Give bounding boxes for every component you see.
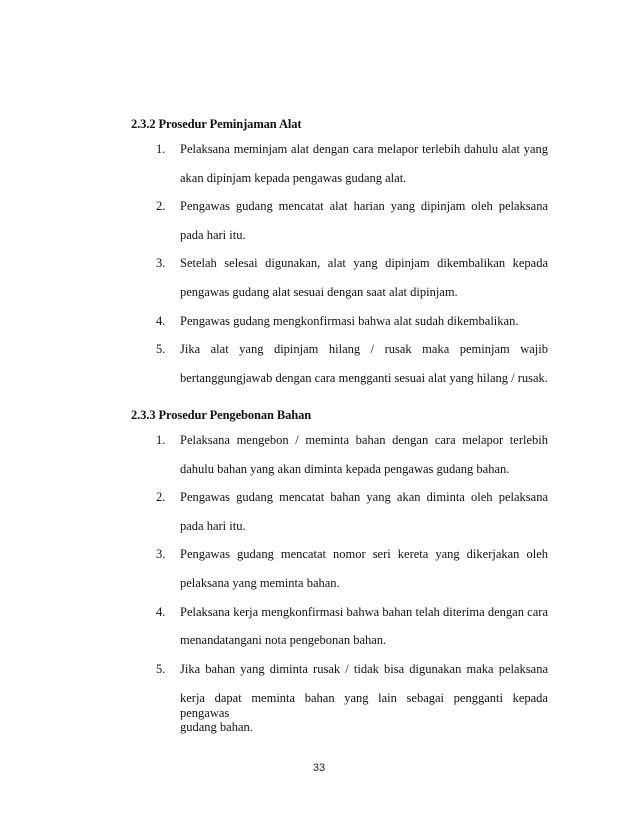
list-item-text: Pengawas gudang mencatat alat harian yang dipinjam oleh pelaksana <box>180 199 548 213</box>
list-item-number: 1. <box>156 142 166 156</box>
list-item-number: 3. <box>156 256 166 270</box>
list-item-number: 4. <box>156 314 166 328</box>
list-item-number: 5. <box>156 342 166 356</box>
list-item-text: Jika bahan yang diminta rusak / tidak bisa digunakan maka pelaksana <box>180 662 548 676</box>
list-item-text: pada hari itu. <box>180 519 246 533</box>
list-item-text: Pelaksana meminjam alat dengan cara melapor terlebih dahulu alat yang <box>180 142 548 156</box>
list-item-text: Setelah selesai digunakan, alat yang dipinjam dikembalikan kepada <box>180 256 548 270</box>
list-item-text: kerja dapat meminta bahan yang lain sebagai pengganti kepada pengawas <box>180 691 548 720</box>
list-item-text: gudang bahan. <box>180 720 253 734</box>
page-number: 33 <box>312 762 326 774</box>
list-item-text: Pengawas gudang mencatat bahan yang akan diminta oleh pelaksana <box>180 490 548 504</box>
section-heading: 2.3.2 Prosedur Peminjaman Alat <box>131 117 302 131</box>
list-item-number: 3. <box>156 547 166 561</box>
list-item-text: Jika alat yang dipinjam hilang / rusak maka peminjam wajib <box>180 342 548 356</box>
list-item-text: pada hari itu. <box>180 228 246 242</box>
list-item-text: Pelaksana mengebon / meminta bahan dengan cara melapor terlebih <box>180 433 548 447</box>
list-item-number: 2. <box>156 199 166 213</box>
list-item-number: 4. <box>156 605 166 619</box>
list-item-text: bertanggungjawab dengan cara mengganti sesuai alat yang hilang / rusak. <box>180 371 548 385</box>
list-item-text: dahulu bahan yang akan diminta kepada pengawas gudang bahan. <box>180 462 510 476</box>
list-item-number: 2. <box>156 490 166 504</box>
list-item-text: Pelaksana kerja mengkonfirmasi bahwa bahan telah diterima dengan cara <box>180 605 548 619</box>
list-item-number: 1. <box>156 433 166 447</box>
list-item-text: menandatangani nota pengebonan bahan. <box>180 633 387 647</box>
list-item-text: pengawas gudang alat sesuai dengan saat alat dipinjam. <box>180 285 458 299</box>
list-item-number: 5. <box>156 662 166 676</box>
list-item-text: pelaksana yang meminta bahan. <box>180 576 340 590</box>
list-item-text: Pengawas gudang mengkonfirmasi bahwa alat sudah dikembalikan. <box>180 314 519 328</box>
section-heading: 2.3.3 Prosedur Pengebonan Bahan <box>131 408 312 422</box>
list-item-text: Pengawas gudang mencatat nomor seri kereta yang dikerjakan oleh <box>180 547 548 561</box>
list-item-text: akan dipinjam kepada pengawas gudang alat. <box>180 171 407 185</box>
